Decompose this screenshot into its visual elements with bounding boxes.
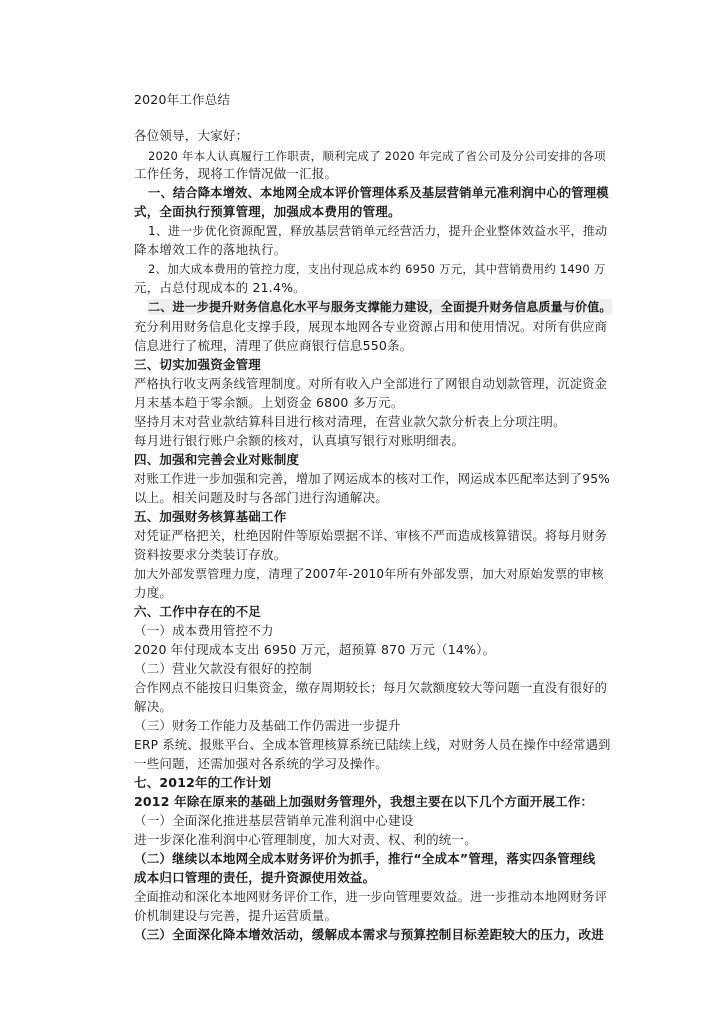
intro-line: 工作任务，现将工作情况做一汇报。 [134, 166, 338, 181]
paragraph-line: 信息进行了梳理，清理了供应商银行信息550条。 [134, 338, 413, 353]
subsection-heading: （三）财务工作能力及基础工作仍需进一步提升 [134, 718, 401, 733]
paragraph-line: 元，占总付现成本的 21.4%。 [134, 280, 306, 295]
paragraph-line: 1、进一步优化资源配置，释放基层营销单元经营活力，提升企业整体效益水平，推动 [148, 224, 608, 238]
paragraph-line: 对凭证严格把关，杜绝因附件等原始票据不详、审核不严而造成核算错误。将每月财务 [134, 529, 608, 543]
section-heading: 四、加强和完善会业对账制度 [134, 452, 300, 467]
paragraph-line: ERP 系统、报账平台、全成本管理核算系统已陆续上线，对财务人员在操作中经常遇到 [134, 738, 611, 752]
paragraph-line: 成本归口管理的责任，提升资源使用效益。 [134, 870, 376, 885]
subsection-heading: （二）营业欠款没有很好的控制 [134, 661, 312, 676]
paragraph-line: 严格执行收支两条线管理制度。对所有收入户全部进行了网银自动划款管理，沉淀资金 [134, 377, 608, 391]
paragraph-line: 2、加大成本费用的管控力度，支出付现总成本约 6950 万元，其中营销费用约 1490 万 [148, 262, 606, 276]
paragraph-line: 价机制建设与完善，提升运营质量。 [134, 908, 338, 923]
paragraph-line: 2020 年付现成本支出 6950 万元，超预算 870 万元（14%）。 [134, 642, 496, 657]
paragraph-line: 全面推动和深化本地网财务评价工作，进一步向管理要效益。进一步推动本地网财务评 [134, 890, 608, 904]
section-heading: 二、进一步提升财务信息化水平与服务支撑能力建设，全面提升财务信息质量与价值。 [148, 300, 612, 314]
subsection-heading: （一）全面深化推进基层营销单元准利润中心建设 [134, 813, 414, 828]
paragraph-line: 坚持月末对营业款结算科目进行核对清理，在营业款欠款分析表上分项注明。 [134, 414, 566, 429]
doc-title: 2020年工作总结 [134, 92, 231, 107]
section-heading: 六、工作中存在的不足 [134, 604, 262, 619]
paragraph-line: 以上。相关问题及时与各部门进行沟通解决。 [134, 490, 389, 505]
paragraph-line: 合作网点不能按日归集资金，缴存周期较长；每月欠款额度较大等问题一直没有很好的 [134, 681, 608, 695]
paragraph-line: 解决。 [134, 699, 173, 714]
paragraph-line: 加大外部发票管理力度，清理了2007年-2010年所有外部发票，加大对原始发票的审核 [134, 567, 604, 581]
section-heading: 七、2012年的工作计划 [134, 775, 272, 790]
paragraph-line: 一些问题，还需加强对各系统的学习及操作。 [134, 756, 389, 771]
paragraph-line: 力度。 [134, 585, 173, 600]
section-heading: 式，全面执行预算管理，加强成本费用的管理。 [134, 204, 401, 219]
paragraph-line: 对账工作进一步加强和完善，增加了网运成本的核对工作，网运成本匹配率达到了95% [134, 472, 611, 486]
paragraph-line: 降本增效工作的落地执行。 [134, 242, 287, 257]
subsection-heading: （一）成本费用管控不力 [134, 623, 274, 638]
paragraph-line: 充分利用财务信息化支撑手段，展现本地网各专业资源占用和使用情况。对所有供应商 [134, 320, 608, 334]
paragraph-line: 每月进行银行账户余额的核对，认真填写银行对账明细表。 [134, 433, 465, 448]
paragraph-line: 2012 年除在原来的基础上加强财务管理外，我想主要在以下几个方面开展工作： [134, 794, 594, 809]
intro-line: 2020 年本人认真履行工作职责，顺利完成了 2020 年完成了省公司及分公司安排的各项 [148, 149, 606, 163]
subsection-heading: （三）全面深化降本增效活动，缓解成本需求与预算控制目标差距较大的压力，改进 [134, 927, 604, 942]
greeting: 各位领导，大家好： [134, 128, 249, 143]
paragraph-line: 进一步深化准利润中心管理制度，加大对责、权、利的统一。 [134, 832, 477, 847]
section-heading: 三、切实加强资金管理 [134, 357, 262, 372]
paragraph-line: 资料按要求分类装订存放。 [134, 547, 287, 562]
subsection-heading: （二）继续以本地网全成本财务评价为抓手，推行“全成本”管理，落实四条管理线 [134, 851, 596, 866]
section-heading: 五、加强财务核算基础工作 [134, 509, 287, 524]
paragraph-line: 月末基本趋于零余额。上划资金 6800 多万元。 [134, 395, 404, 410]
section-heading: 一、结合降本增效、本地网全成本评价管理体系及基层营销单元准利润中心的管理模 [148, 186, 609, 200]
